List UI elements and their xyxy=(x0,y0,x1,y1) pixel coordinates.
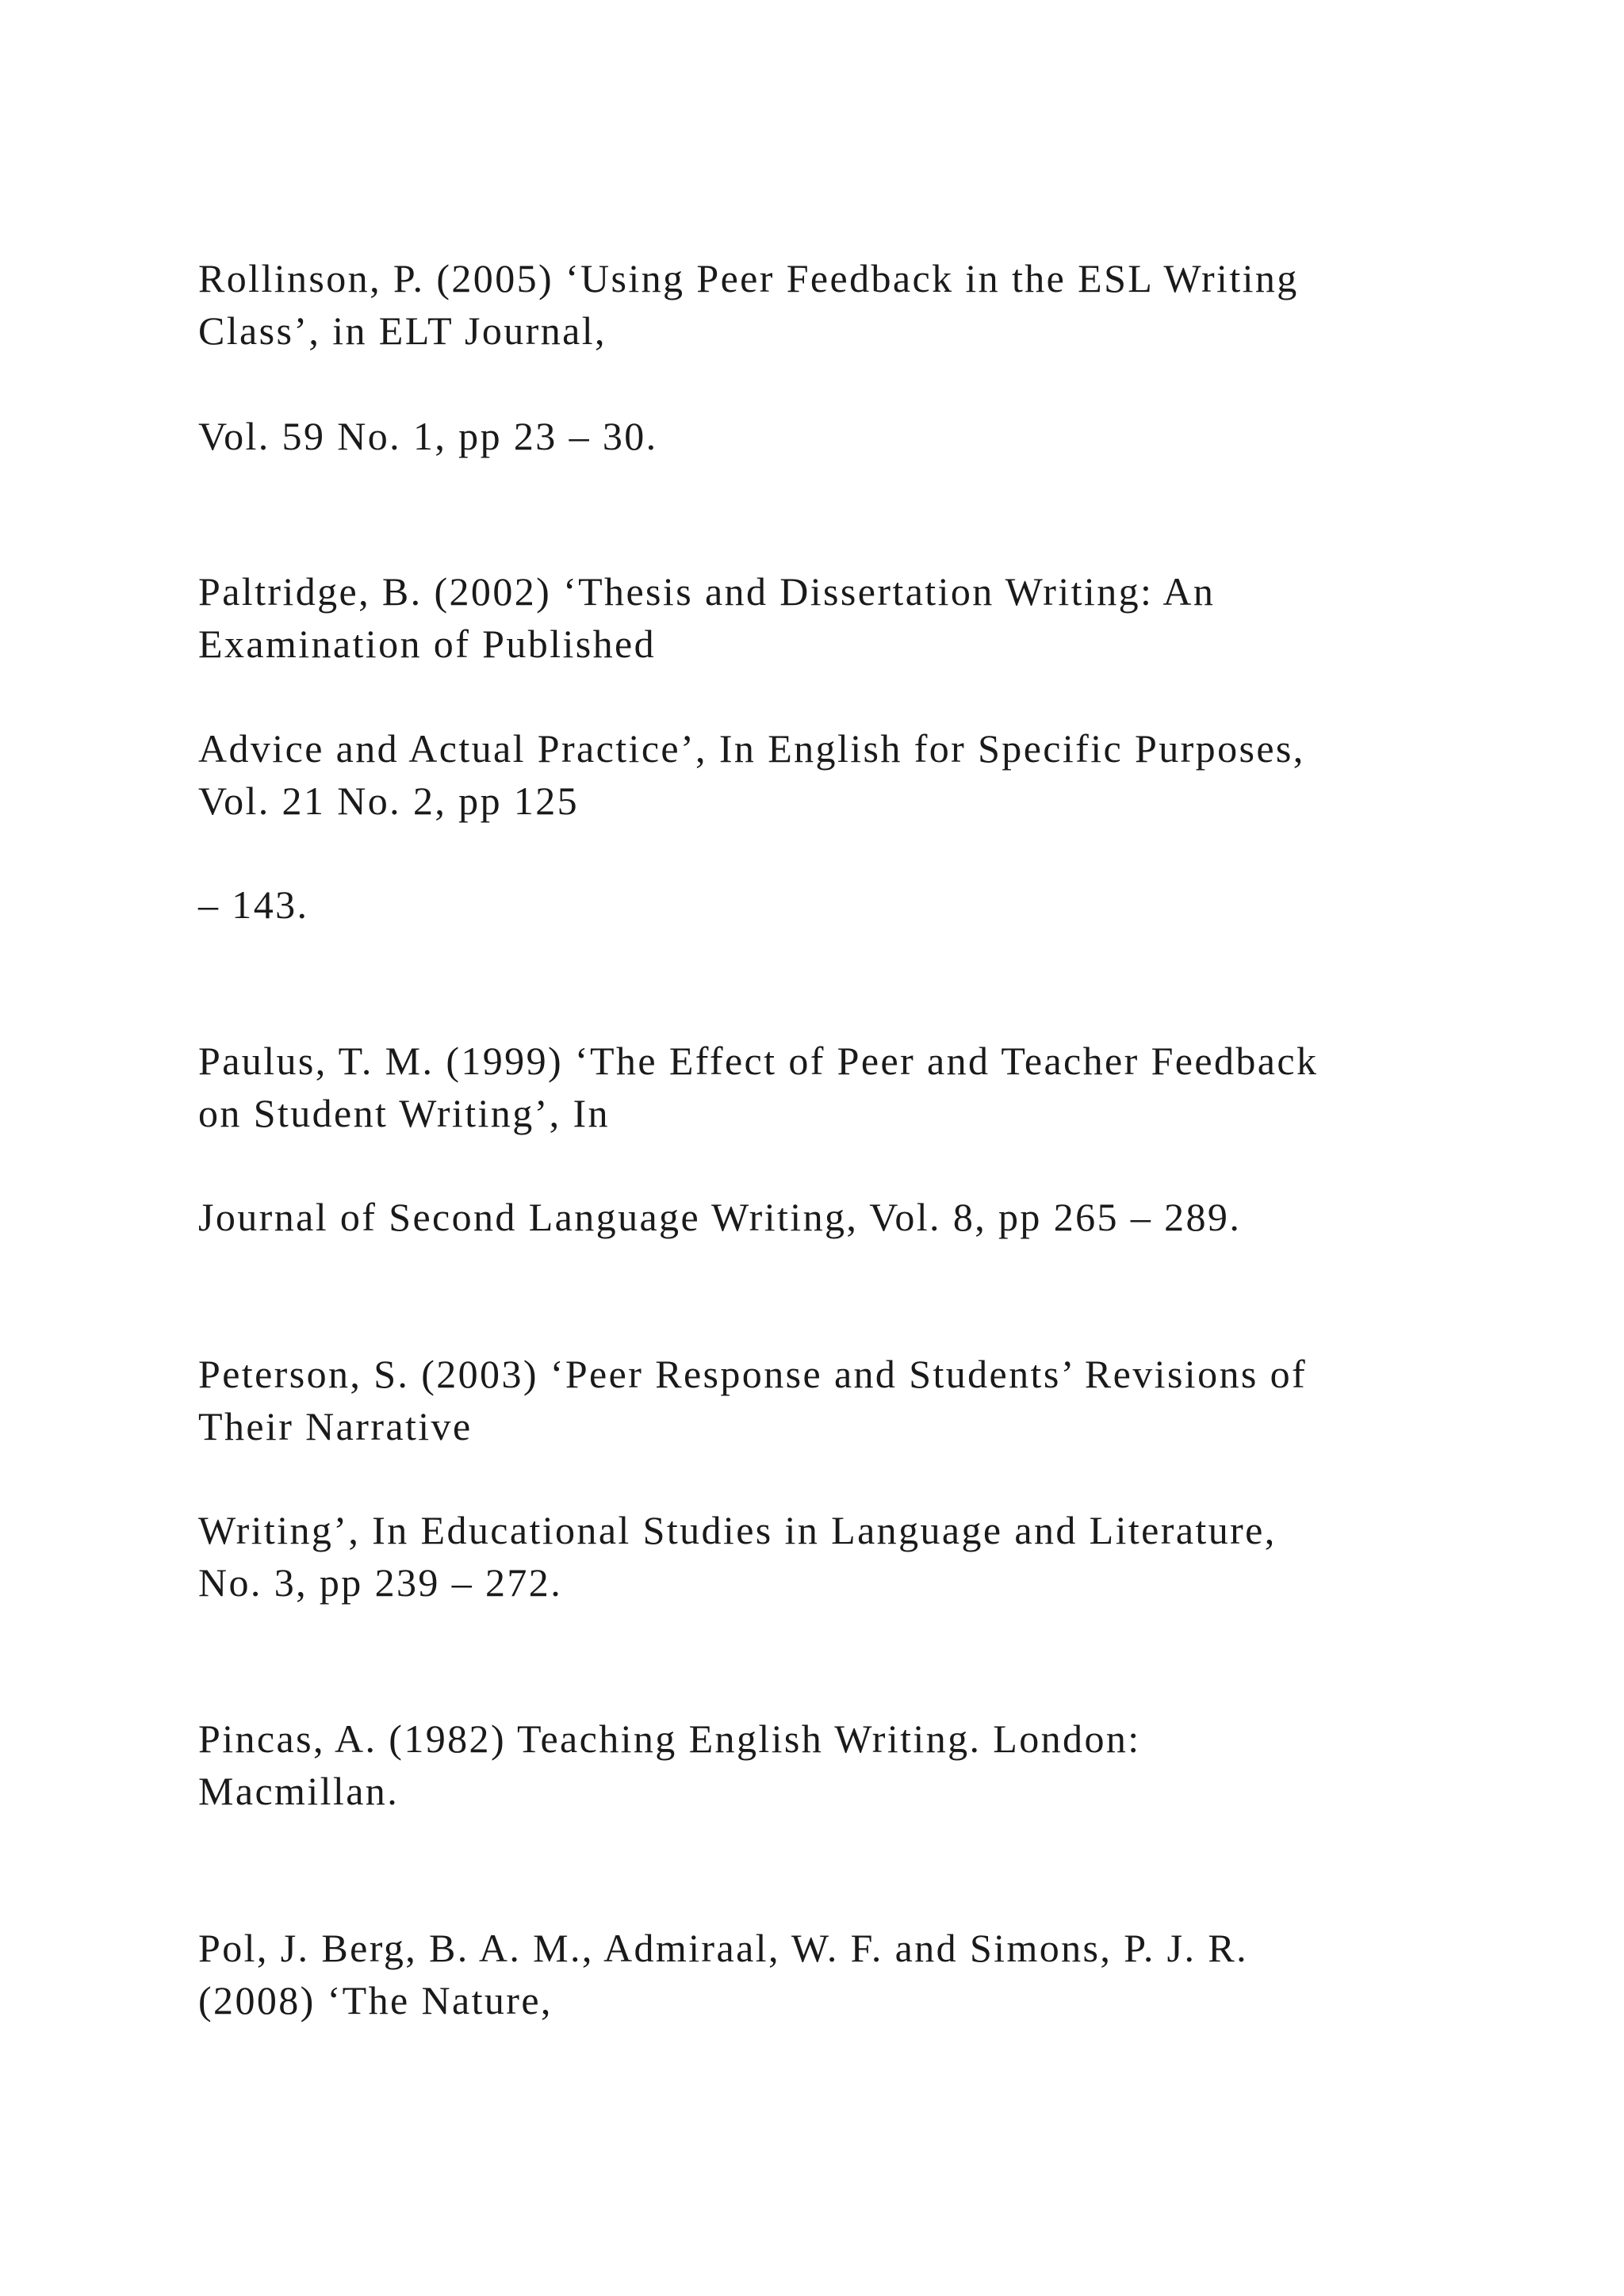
reference-paltridge-continued xyxy=(198,722,1435,827)
text-line: Rollinson, P. (2005) ‘Using Peer Feedback in the ESL Writing xyxy=(198,256,1299,300)
text-line: Paltridge, B. (2002) ‘Thesis and Dissertation Writing: An xyxy=(198,569,1216,614)
text-line: Vol. 21 No. 2, pp 125 xyxy=(198,779,580,823)
text-line: Pol, J. Berg, B. A. M., Admiraal, W. F. and Simons, P. J. R. xyxy=(198,1926,1248,1970)
text-line: Peterson, S. (2003) ‘Peer Response and Students’ Revisions of xyxy=(198,1352,1308,1396)
text-line: Advice and Actual Practice’, In English for Specific Purposes, xyxy=(198,726,1305,771)
text-line: Macmillan. xyxy=(198,1769,400,1813)
text-line: on Student Writing’, In xyxy=(198,1091,610,1135)
reference-paltridge xyxy=(198,565,1435,670)
reference-peterson xyxy=(198,1348,1435,1452)
text-line: – 143. xyxy=(198,882,309,927)
reference-rollinson xyxy=(198,252,1435,357)
reference-paulus xyxy=(198,1035,1435,1139)
reference-rollinson-continued xyxy=(198,410,1435,462)
text-line: Pincas, A. (1982) Teaching English Writing. London: xyxy=(198,1716,1141,1761)
text-line: Vol. 59 No. 1, pp 23 – 30. xyxy=(198,414,658,458)
text-line: Examination of Published xyxy=(198,622,656,666)
reference-pincas xyxy=(198,1712,1435,1817)
reference-paltridge-pages xyxy=(198,878,1435,931)
text-line: (2008) ‘The Nature, xyxy=(198,1978,553,2022)
text-line: Their Narrative xyxy=(198,1404,473,1448)
text-line: No. 3, pp 239 – 272. xyxy=(198,1560,563,1605)
text-line: Paulus, T. M. (1999) ‘The Effect of Peer and Teacher Feedback xyxy=(198,1039,1319,1083)
reference-paulus-continued xyxy=(198,1191,1435,1243)
reference-pol xyxy=(198,1922,1435,2026)
text-line: Journal of Second Language Writing, Vol. 8, pp 265 – 289. xyxy=(198,1195,1242,1239)
reference-peterson-continued xyxy=(198,1504,1435,1609)
text-line: Writing’, In Educational Studies in Language and Literature, xyxy=(198,1508,1277,1552)
text-line: Class’, in ELT Journal, xyxy=(198,308,607,353)
